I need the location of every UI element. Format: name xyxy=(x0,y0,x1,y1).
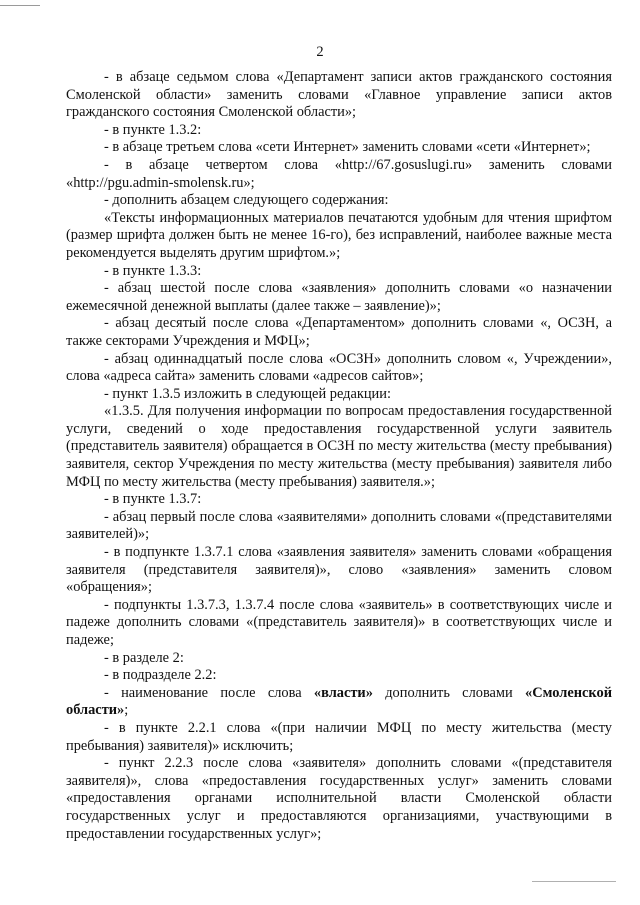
paragraph: «Тексты информационных материалов печатаются удобным для чтения шрифтом (размер шрифта должен быть не менее 16-го), без исправлений, наиболее важные места рекомендуется выделять другим шрифтом.»; xyxy=(66,209,612,261)
paragraph: - дополнить абзацем следующего содержания: xyxy=(104,192,389,209)
paragraph xyxy=(66,720,612,755)
paragraph: - пункт 1.3.5 изложить в следующей редакции: xyxy=(104,385,391,402)
paragraph: - в абзаце седьмом слова «Департамент записи актов гражданского состояния Смоленской области» заменить словами «Главное управление записи актов гражданского состояния Смоленской области»; xyxy=(66,69,612,121)
paragraph: - в пункте 1.3.3: xyxy=(104,262,202,279)
paragraph: - абзац одиннадцатый после слова «ОСЗН» дополнить словом «, Учреждении», слова «адреса сайта» заменить словами «адресов сайтов»; xyxy=(66,350,612,385)
paragraph: - в подпункте 1.3.7.1 слова «заявления заявителя» заменить словами «обращения заявителя (представителя заявителя)», слово «заявления» заменить словом «обращения»; xyxy=(66,544,612,596)
paragraph: - в пункте 1.3.7: xyxy=(104,491,202,508)
paragraph: - в подразделе 2.2: xyxy=(104,667,217,684)
document-body xyxy=(66,69,612,843)
paragraph-with-bold xyxy=(66,685,612,720)
text-run: ; xyxy=(124,702,129,719)
page-number: 2 xyxy=(316,44,324,60)
text-run: исключить; xyxy=(219,737,294,754)
paragraph: - абзац первый после слова «заявителями» дополнить словами «(представителями заявителей)»; xyxy=(66,508,612,543)
paragraph: - абзац десятый после слова «Департаментом» дополнить словами «, ОСЗН, а также секторами Учреждения и МФЦ»; xyxy=(66,315,612,349)
text-run: - в пункте 2.2.1 слова xyxy=(104,719,271,736)
bold-term: «власти» xyxy=(313,684,373,701)
bold-term: «Смоленской области» xyxy=(66,684,612,719)
paragraph: - абзац шестой после слова «заявления» дополнить словами «о назначении ежемесячной денежной выплаты (далее также – заявление)»; xyxy=(66,280,612,314)
paragraph: - в абзаце третьем слова «сети Интернет» заменить словами «сети «Интернет»; xyxy=(104,139,591,156)
scan-edge-mark xyxy=(532,881,616,882)
text-run: дополнить словами xyxy=(372,684,526,701)
paragraph: - пункт 2.2.3 после слова «заявителя» дополнить словами «(представителя заявителя)», слова «предоставления государственных услуг» заменить словами «предоставления органами исполнительной власти Смоленской области государственных услуг и предоставляются организациями, участвующими в предоставлении государственных услуг»; xyxy=(66,755,612,842)
text-run: - наименование после слова xyxy=(104,684,314,701)
paragraph: - в абзаце четвертом слова «http://67.gosuslugi.ru» заменить словами «http://pgu.admin-smolensk.ru»; xyxy=(66,156,612,191)
paragraph: - в разделе 2: xyxy=(104,649,184,666)
paragraph: «1.3.5. Для получения информации по вопросам предоставления государственной услуги, сведений о ходе предоставления государственной услуги заявитель (представитель заявителя) обращается в ОСЗН по месту жительства (месту пребывания) заявителя, сектор Учреждения по месту жительства (месту пребывания) заявителя либо МФЦ по месту жительства (месту пребывания) заявителя.»; xyxy=(66,403,612,490)
quoted-text: «(при наличии МФЦ по месту жительства (месту пребывания) заявителя)» xyxy=(66,719,612,754)
paragraph: - подпункты 1.3.7.3, 1.3.7.4 после слова «заявитель» в соответствующих числе и падеже дополнить словами «(представитель заявителя)» в соответствующих числе и падеже; xyxy=(66,596,612,648)
scan-edge-mark xyxy=(0,5,40,6)
paragraph: - в пункте 1.3.2: xyxy=(104,121,202,138)
